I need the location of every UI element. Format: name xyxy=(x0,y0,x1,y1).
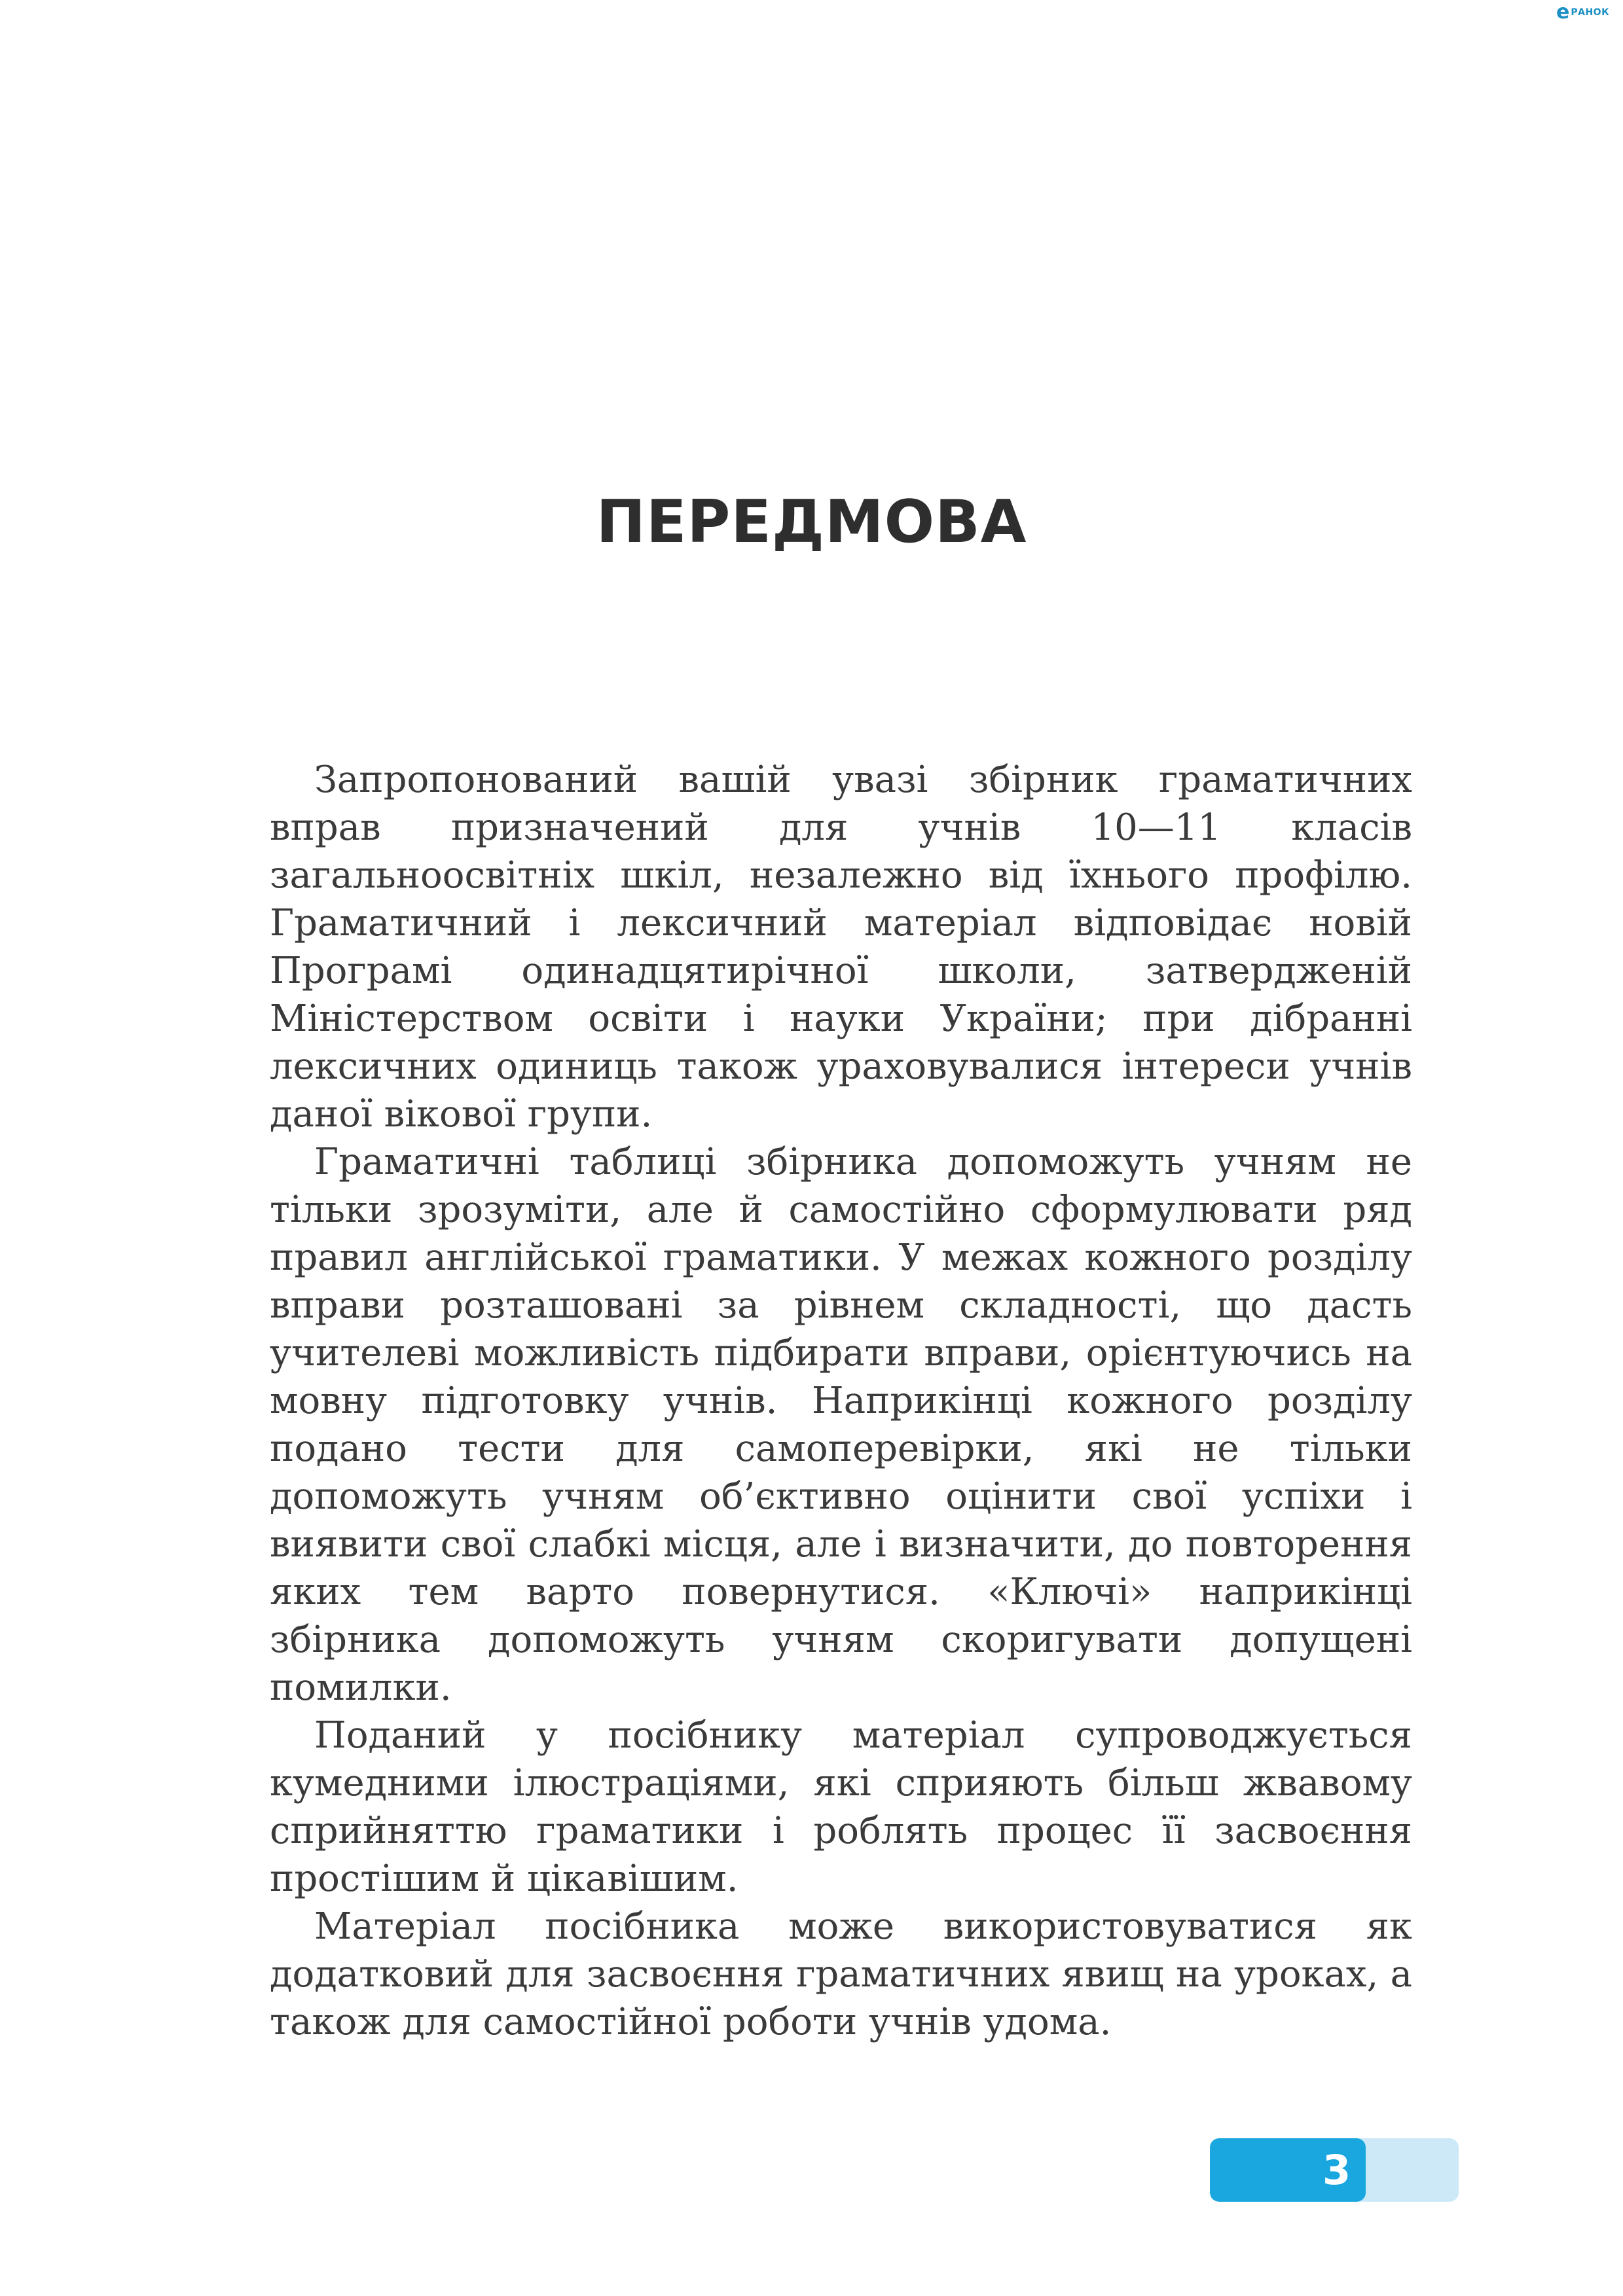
publisher-logo xyxy=(1556,1,1622,24)
page-number: 3 xyxy=(1322,2146,1351,2194)
paragraph-4: Матеріал посібника може використовуватися як додатковий для засвоєння граматичних явищ на уроках, а також для самостійної роботи учнів удома. xyxy=(270,1905,1412,2043)
paragraph-2: Граматичні таблиці збірника допоможуть учням не тільки зрозуміти, але й самостійно сформулювати ряд правил англійської граматики. У межах кожного розділу вправи розташовані за рівнем складності, що дасть учителеві можливість підбирати вправи, орієнтуючись на мовну підготовку учнів. Наприкінці кожного розділу подано тести для самоперевірки, які не тільки допоможуть учням об’єктивно оцінити свої успіхи і виявити свої слабкі місця, але і визначити, до повторення яких тем варто повернутися. «Ключі» наприкінці збірника допоможуть учням скоригувати допущені помилки. xyxy=(270,1141,1412,1709)
preface-body xyxy=(270,756,1412,2046)
paragraph-3: Поданий у посібнику матеріал супроводжується кумедними ілюстраціями, які сприяють більш жвавому сприйняттю граматики і роблять процес її засвоєння простішим й цікавішим. xyxy=(270,1714,1412,1900)
logo-e-mark: e xyxy=(1556,1,1570,24)
page-number-tab xyxy=(1210,2138,1459,2202)
page-title: ПЕРЕДМОВА xyxy=(596,488,1027,556)
paragraph-1: Запропонований вашій увазі збірник граматичних вправ призначений для учнів 10—11 класів загальноосвітніх шкіл, незалежно від їхнього профілю. Граматичний і лексичний матеріал відповідає новій Програмі одинадцятирічної школи, затвердженій Міністерством освіти і науки України; при дібранні лексичних одиниць також ураховувалися інтереси учнів даної вікової групи. xyxy=(270,759,1412,1136)
logo-brand: РАНОК xyxy=(1571,7,1610,18)
